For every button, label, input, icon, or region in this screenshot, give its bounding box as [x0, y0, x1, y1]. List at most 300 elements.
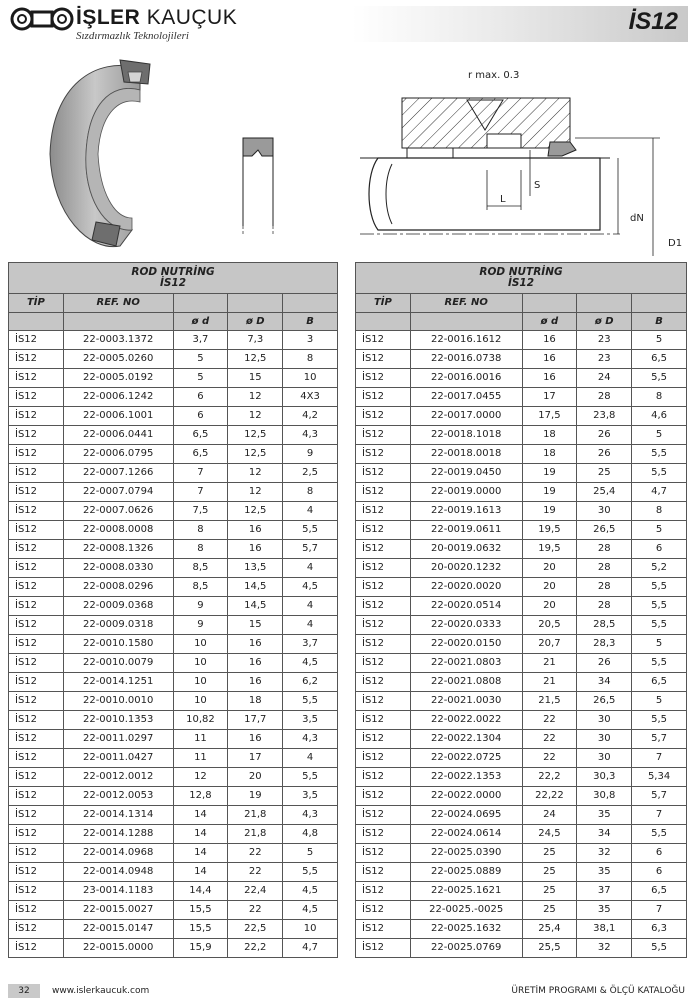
cell-B: 5,7 [283, 540, 338, 559]
cell-B: 6,5 [632, 673, 687, 692]
cell-tip: İS12 [356, 901, 411, 920]
cell-B: 4,7 [283, 939, 338, 958]
cell-B: 6 [632, 863, 687, 882]
table-row [356, 464, 687, 483]
cell-D: 12,5 [228, 502, 283, 521]
cell-B: 4 [283, 597, 338, 616]
cell-D: 15 [228, 616, 283, 635]
cell-D: 17,7 [228, 711, 283, 730]
table-row [356, 844, 687, 863]
cell-d: 20,5 [522, 616, 577, 635]
cell-D: 21,8 [228, 806, 283, 825]
cell-d: 14 [173, 863, 228, 882]
table-row [9, 882, 338, 901]
column-header-tip: TİP [9, 294, 64, 313]
cell-d: 22 [522, 730, 577, 749]
cell-D: 14,5 [228, 597, 283, 616]
cell-B: 4 [283, 749, 338, 768]
cell-tip: İS12 [9, 445, 64, 464]
table-row [356, 445, 687, 464]
cell-ref-no: 22-0012.0012 [63, 768, 173, 787]
cell-B: 4,5 [283, 882, 338, 901]
cell-tip: İS12 [356, 369, 411, 388]
cell-B: 7 [632, 749, 687, 768]
cell-B: 2,5 [283, 464, 338, 483]
cell-B: 4X3 [283, 388, 338, 407]
cell-d: 25 [522, 901, 577, 920]
cell-d: 14,4 [173, 882, 228, 901]
cell-ref-no: 22-0015.0147 [63, 920, 173, 939]
cell-ref-no: 22-0021.0030 [410, 692, 522, 711]
cell-D: 12,5 [228, 426, 283, 445]
cell-B: 6,5 [632, 350, 687, 369]
cell-tip: İS12 [356, 806, 411, 825]
table-row [9, 825, 338, 844]
cell-ref-no: 22-0006.1242 [63, 388, 173, 407]
table-row [356, 692, 687, 711]
cell-tip: İS12 [356, 635, 411, 654]
cell-D: 26,5 [577, 692, 632, 711]
table-row [356, 540, 687, 559]
cell-tip: İS12 [9, 901, 64, 920]
seal-logo-icon [10, 6, 74, 32]
cell-D: 16 [228, 654, 283, 673]
product-code: İS12 [628, 8, 678, 35]
column-header-B: B [283, 313, 338, 331]
table-body-right [356, 331, 687, 958]
cell-d: 9 [173, 616, 228, 635]
cell-d: 6,5 [173, 426, 228, 445]
cell-tip: İS12 [356, 768, 411, 787]
cell-D: 22 [228, 863, 283, 882]
cell-D: 25,4 [577, 483, 632, 502]
cell-d: 19 [522, 464, 577, 483]
cell-D: 35 [577, 863, 632, 882]
cell-d: 14 [173, 844, 228, 863]
cell-ref-no: 22-0016.0016 [410, 369, 522, 388]
cell-B: 5 [632, 426, 687, 445]
cell-d: 16 [522, 350, 577, 369]
cell-D: 12 [228, 464, 283, 483]
cell-B: 5,5 [632, 597, 687, 616]
cell-d: 21 [522, 673, 577, 692]
cell-tip: İS12 [9, 844, 64, 863]
cell-ref-no: 22-0021.0803 [410, 654, 522, 673]
cell-tip: İS12 [9, 939, 64, 958]
cell-B: 5,7 [632, 730, 687, 749]
cell-d: 18 [522, 426, 577, 445]
table-row [356, 806, 687, 825]
cell-B: 5,2 [632, 559, 687, 578]
page-header [0, 0, 695, 46]
dimension-dN-label: dN [630, 213, 644, 224]
cell-ref-no: 20-0020.1232 [410, 559, 522, 578]
table-row [356, 350, 687, 369]
cell-D: 28 [577, 559, 632, 578]
cell-tip: İS12 [356, 673, 411, 692]
column-header-B: B [632, 313, 687, 331]
cell-ref-no: 22-0006.0795 [63, 445, 173, 464]
cell-d: 25 [522, 844, 577, 863]
page-number: 32 [8, 984, 40, 998]
cell-d: 7,5 [173, 502, 228, 521]
cell-d: 8,5 [173, 559, 228, 578]
cell-ref-no: 22-0015.0027 [63, 901, 173, 920]
cell-D: 16 [228, 521, 283, 540]
cell-d: 18 [522, 445, 577, 464]
cell-ref-no: 22-0010.0010 [63, 692, 173, 711]
cell-d: 5 [173, 350, 228, 369]
cell-ref-no: 22-0005.0192 [63, 369, 173, 388]
column-header-d: ø d [522, 313, 577, 331]
cell-B: 5,5 [632, 464, 687, 483]
dimension-D1-label: D1 [668, 238, 683, 249]
cell-ref-no: 22-0007.1266 [63, 464, 173, 483]
cell-D: 26 [577, 445, 632, 464]
cell-d: 12,8 [173, 787, 228, 806]
cell-tip: İS12 [9, 331, 64, 350]
cell-D: 25 [577, 464, 632, 483]
cell-ref-no: 22-0006.0441 [63, 426, 173, 445]
cell-ref-no: 22-0011.0297 [63, 730, 173, 749]
cell-D: 23,8 [577, 407, 632, 426]
table-row [356, 426, 687, 445]
cell-tip: İS12 [9, 711, 64, 730]
cell-tip: İS12 [356, 654, 411, 673]
cell-tip: İS12 [9, 654, 64, 673]
cell-ref-no: 22-0024.0614 [410, 825, 522, 844]
cell-B: 5,7 [632, 787, 687, 806]
table-row [9, 597, 338, 616]
table-row [356, 331, 687, 350]
table-row [356, 388, 687, 407]
table-row [9, 426, 338, 445]
cell-ref-no: 22-0025.1621 [410, 882, 522, 901]
cell-D: 12 [228, 483, 283, 502]
cell-B: 6,5 [632, 882, 687, 901]
cell-B: 5,5 [632, 369, 687, 388]
cell-D: 30 [577, 502, 632, 521]
cell-tip: İS12 [356, 578, 411, 597]
cell-B: 4,5 [283, 654, 338, 673]
dimension-table-right [355, 262, 687, 958]
table-row [356, 939, 687, 958]
cell-tip: İS12 [9, 521, 64, 540]
cell-tip: İS12 [356, 521, 411, 540]
cell-B: 5,5 [632, 939, 687, 958]
cell-B: 5 [632, 692, 687, 711]
cell-tip: İS12 [9, 426, 64, 445]
column-header-tip: TİP [356, 294, 411, 313]
table-row [9, 445, 338, 464]
cell-B: 4 [283, 559, 338, 578]
cell-D: 34 [577, 825, 632, 844]
cell-tip: İS12 [356, 559, 411, 578]
table-row [9, 654, 338, 673]
cell-ref-no: 22-0020.0020 [410, 578, 522, 597]
cell-tip: İS12 [9, 559, 64, 578]
column-header-ref: REF. NO [63, 294, 173, 313]
cell-tip: İS12 [9, 388, 64, 407]
cell-D: 18 [228, 692, 283, 711]
cell-d: 10 [173, 635, 228, 654]
table-row [356, 711, 687, 730]
page-footer [0, 982, 695, 1000]
table-row [9, 939, 338, 958]
table-row [356, 882, 687, 901]
cell-tip: İS12 [356, 692, 411, 711]
cell-ref-no: 22-0014.1288 [63, 825, 173, 844]
cell-B: 8 [283, 483, 338, 502]
cell-tip: İS12 [9, 540, 64, 559]
cell-ref-no: 22-0009.0318 [63, 616, 173, 635]
cell-d: 25,4 [522, 920, 577, 939]
cell-ref-no: 22-0003.1372 [63, 331, 173, 350]
cell-D: 26 [577, 426, 632, 445]
cell-tip: İS12 [9, 825, 64, 844]
cell-tip: İS12 [356, 939, 411, 958]
cell-ref-no: 22-0020.0333 [410, 616, 522, 635]
cell-D: 12 [228, 407, 283, 426]
cell-B: 5,5 [283, 692, 338, 711]
cell-d: 22 [522, 711, 577, 730]
cell-tip: İS12 [9, 407, 64, 426]
cell-tip: İS12 [9, 673, 64, 692]
cell-D: 22 [228, 901, 283, 920]
website-link[interactable]: www.islerkaucuk.com [52, 986, 150, 996]
cell-B: 5,5 [632, 711, 687, 730]
cell-B: 3,7 [283, 635, 338, 654]
cell-ref-no: 22-0022.1353 [410, 768, 522, 787]
column-header-D: ø D [577, 313, 632, 331]
cell-ref-no: 22-0016.0738 [410, 350, 522, 369]
table-row [356, 825, 687, 844]
cell-ref-no: 22-0019.0611 [410, 521, 522, 540]
cell-B: 4,8 [283, 825, 338, 844]
table-row [356, 521, 687, 540]
cell-D: 15 [228, 369, 283, 388]
table-row [9, 331, 338, 350]
cell-tip: İS12 [9, 464, 64, 483]
table-row [356, 407, 687, 426]
cell-D: 21,8 [228, 825, 283, 844]
table-row [356, 730, 687, 749]
cell-d: 22,2 [522, 768, 577, 787]
cell-tip: İS12 [356, 920, 411, 939]
dimension-table-left [8, 262, 338, 958]
table-row [9, 901, 338, 920]
table-row [9, 540, 338, 559]
cell-d: 22,22 [522, 787, 577, 806]
product-code-box [352, 6, 688, 42]
cell-ref-no: 22-0018.0018 [410, 445, 522, 464]
table-row [9, 844, 338, 863]
cell-d: 21,5 [522, 692, 577, 711]
cell-D: 28 [577, 578, 632, 597]
cell-ref-no: 22-0005.0260 [63, 350, 173, 369]
table-row [9, 483, 338, 502]
cell-d: 24,5 [522, 825, 577, 844]
cell-ref-no: 22-0012.0053 [63, 787, 173, 806]
cell-B: 5 [632, 521, 687, 540]
cell-D: 17 [228, 749, 283, 768]
cell-B: 5,5 [283, 521, 338, 540]
cell-D: 23 [577, 350, 632, 369]
table-row [9, 616, 338, 635]
cell-d: 22 [522, 749, 577, 768]
cell-ref-no: 22-0008.0330 [63, 559, 173, 578]
cell-B: 5,5 [632, 825, 687, 844]
cell-tip: İS12 [356, 597, 411, 616]
cell-tip: İS12 [356, 730, 411, 749]
cell-B: 4,6 [632, 407, 687, 426]
cell-B: 4,5 [283, 901, 338, 920]
cell-B: 8 [632, 388, 687, 407]
cell-tip: İS12 [356, 350, 411, 369]
company-logo [10, 6, 270, 42]
cell-ref-no: 22-0008.0008 [63, 521, 173, 540]
column-header-d: ø d [173, 313, 228, 331]
cell-tip: İS12 [356, 787, 411, 806]
cell-tip: İS12 [356, 445, 411, 464]
cell-tip: İS12 [9, 806, 64, 825]
cell-B: 4,2 [283, 407, 338, 426]
cell-tip: İS12 [356, 540, 411, 559]
cell-B: 5,5 [283, 768, 338, 787]
cell-D: 32 [577, 844, 632, 863]
cell-B: 4,7 [632, 483, 687, 502]
cell-tip: İS12 [356, 844, 411, 863]
cell-ref-no: 22-0010.1353 [63, 711, 173, 730]
cell-B: 4,3 [283, 730, 338, 749]
cell-d: 24 [522, 806, 577, 825]
cell-D: 30 [577, 730, 632, 749]
cell-ref-no: 22-0022.0725 [410, 749, 522, 768]
cell-ref-no: 22-0025.0769 [410, 939, 522, 958]
cell-ref-no: 22-0011.0427 [63, 749, 173, 768]
cell-D: 7,3 [228, 331, 283, 350]
cell-ref-no: 22-0010.0079 [63, 654, 173, 673]
table-row [9, 350, 338, 369]
table-row [9, 369, 338, 388]
cell-ref-no: 22-0014.0968 [63, 844, 173, 863]
table-body-left [9, 331, 338, 958]
cell-D: 28 [577, 388, 632, 407]
cell-D: 26,5 [577, 521, 632, 540]
cell-d: 11 [173, 730, 228, 749]
cell-B: 5,5 [283, 863, 338, 882]
cell-d: 15,9 [173, 939, 228, 958]
cell-D: 19 [228, 787, 283, 806]
cell-ref-no: 20-0019.0632 [410, 540, 522, 559]
cell-tip: İS12 [9, 787, 64, 806]
table-row [356, 369, 687, 388]
cell-tip: İS12 [356, 711, 411, 730]
cell-B: 5,5 [632, 578, 687, 597]
cell-tip: İS12 [9, 369, 64, 388]
cell-tip: İS12 [9, 768, 64, 787]
cell-d: 14 [173, 806, 228, 825]
table-row [356, 559, 687, 578]
table-row [9, 673, 338, 692]
table-row [9, 749, 338, 768]
cell-B: 4 [283, 502, 338, 521]
cell-d: 17 [522, 388, 577, 407]
cell-tip: İS12 [9, 597, 64, 616]
cell-d: 6 [173, 407, 228, 426]
cell-tip: İS12 [356, 464, 411, 483]
cell-D: 35 [577, 901, 632, 920]
cell-ref-no: 22-0020.0514 [410, 597, 522, 616]
cell-ref-no: 22-0022.0000 [410, 787, 522, 806]
cell-ref-no: 22-0018.1018 [410, 426, 522, 445]
catalog-title: ÜRETİM PROGRAMI & ÖLÇÜ KATALOĞU [511, 986, 685, 996]
cell-d: 19,5 [522, 540, 577, 559]
cell-ref-no: 22-0022.0022 [410, 711, 522, 730]
cell-B: 5,34 [632, 768, 687, 787]
cell-d: 6 [173, 388, 228, 407]
cell-d: 5 [173, 369, 228, 388]
cell-d: 8 [173, 521, 228, 540]
cell-D: 30 [577, 749, 632, 768]
cell-B: 10 [283, 920, 338, 939]
cell-D: 30 [577, 711, 632, 730]
cell-tip: İS12 [356, 483, 411, 502]
cell-B: 7 [632, 901, 687, 920]
cell-D: 22,2 [228, 939, 283, 958]
dimension-L-label: L [500, 194, 506, 205]
cell-ref-no: 22-0025.0889 [410, 863, 522, 882]
cell-d: 15,5 [173, 901, 228, 920]
cell-tip: İS12 [356, 331, 411, 350]
radius-label: r max. 0.3 [468, 70, 520, 81]
cell-tip: İS12 [9, 863, 64, 882]
cell-d: 10,82 [173, 711, 228, 730]
cell-d: 20 [522, 597, 577, 616]
cell-B: 4,5 [283, 578, 338, 597]
cell-B: 3 [283, 331, 338, 350]
cell-tip: İS12 [9, 578, 64, 597]
cell-ref-no: 23-0014.1183 [63, 882, 173, 901]
cell-tip: İS12 [356, 749, 411, 768]
cell-d: 3,7 [173, 331, 228, 350]
cell-D: 22,5 [228, 920, 283, 939]
table-row [356, 863, 687, 882]
cell-D: 34 [577, 673, 632, 692]
cell-tip: İS12 [9, 635, 64, 654]
table-row [356, 502, 687, 521]
seal-3d-view [50, 60, 150, 247]
dimension-S-label: S [534, 180, 541, 191]
cell-B: 5,5 [632, 616, 687, 635]
cell-ref-no: 22-0017.0000 [410, 407, 522, 426]
table-row [356, 768, 687, 787]
cell-D: 12 [228, 388, 283, 407]
table-row [9, 920, 338, 939]
cell-D: 24 [577, 369, 632, 388]
cell-d: 16 [522, 369, 577, 388]
technical-drawing [0, 46, 695, 260]
cell-ref-no: 22-0014.1314 [63, 806, 173, 825]
table-row [9, 464, 338, 483]
cell-B: 3,5 [283, 787, 338, 806]
cell-B: 8 [283, 350, 338, 369]
cell-d: 20,7 [522, 635, 577, 654]
cell-tip: İS12 [9, 350, 64, 369]
cell-B: 6,2 [283, 673, 338, 692]
cell-ref-no: 22-0020.0150 [410, 635, 522, 654]
cell-ref-no: 22-0019.0000 [410, 483, 522, 502]
